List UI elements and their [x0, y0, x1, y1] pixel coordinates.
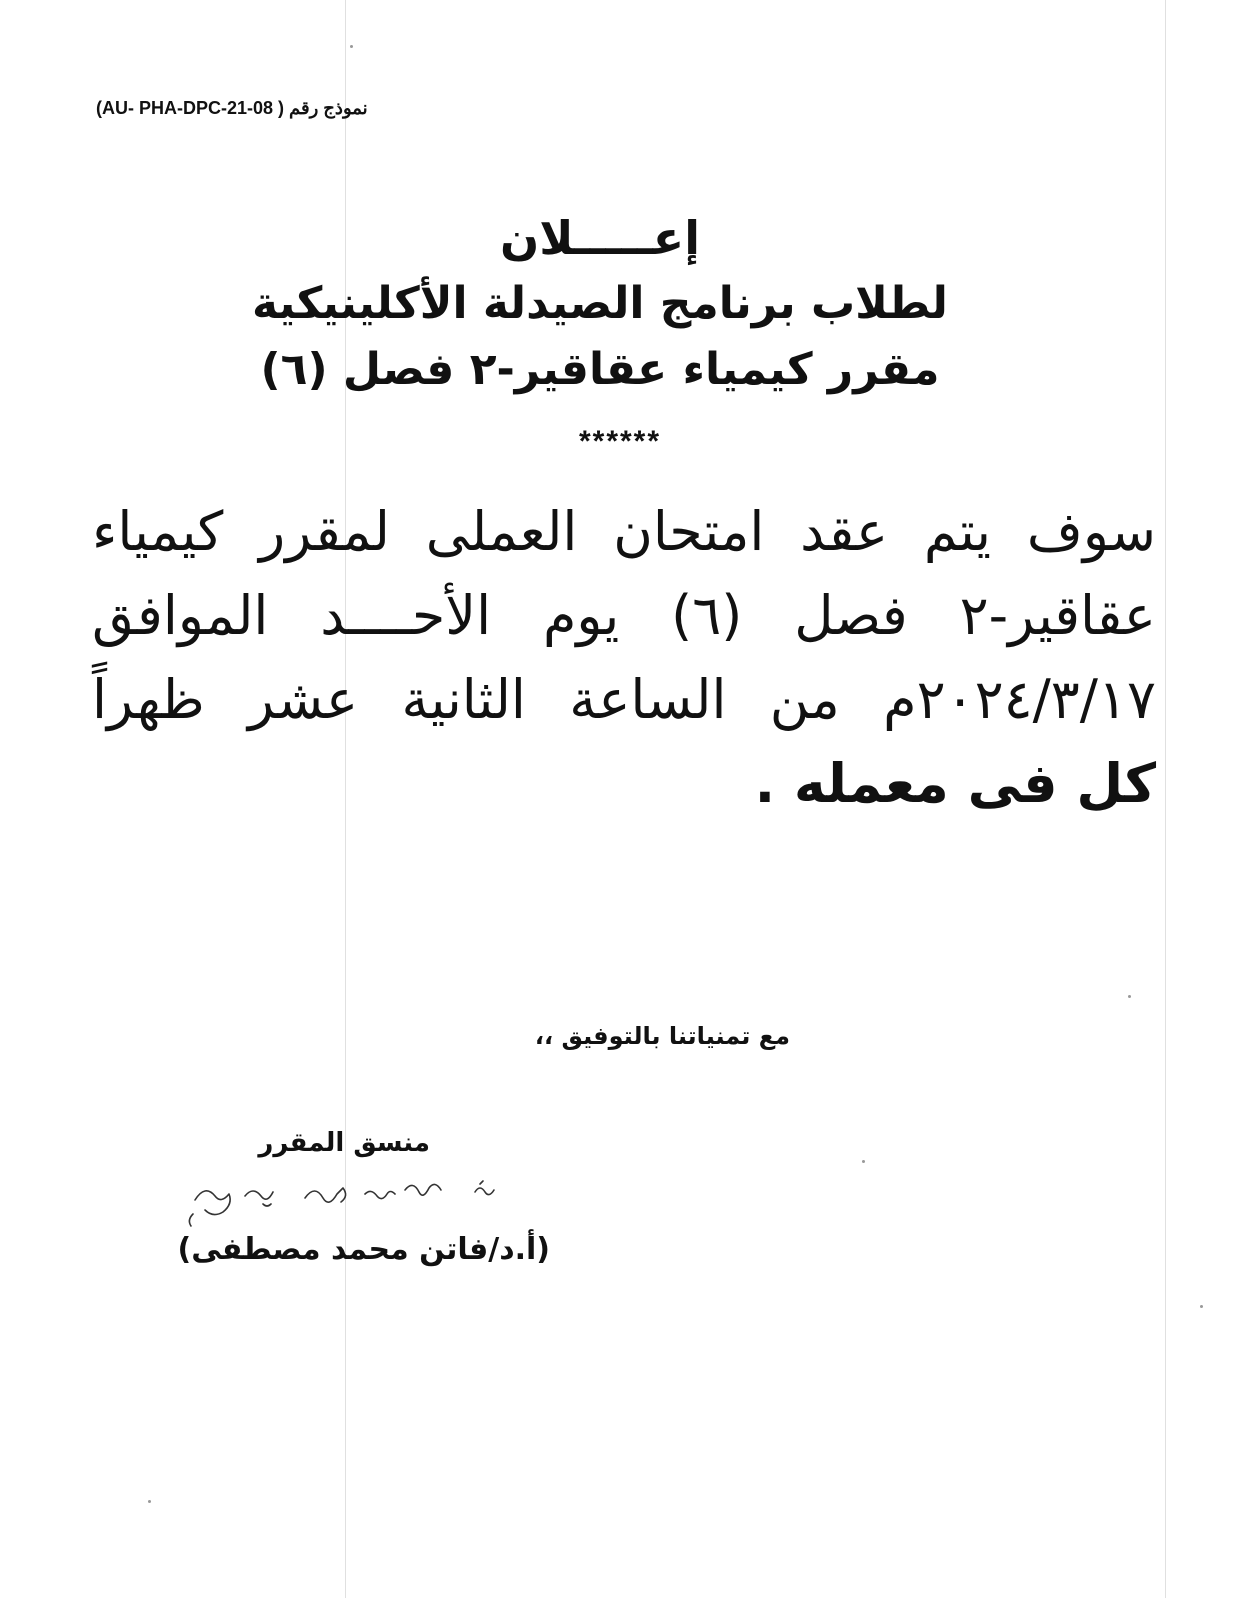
body-line-4: كل فى معمله .: [754, 752, 1156, 815]
announcement-title: [200, 205, 1000, 403]
announcement-body: [92, 490, 1156, 826]
scan-line: [1165, 0, 1166, 1598]
course-line: مقرر كيمياء عقاقير-٢ فصل (٦): [260, 344, 940, 395]
handwritten-signature: [175, 1170, 505, 1230]
scan-speck: [350, 45, 353, 48]
coordinator-name: (أ.د/فاتن محمد مصطفى): [177, 1232, 550, 1267]
body-line-2: عقاقير-٢ فصل (٦) يوم الأحــــد الموافق: [92, 584, 1157, 647]
body-line-3: ٢٠٢٤/٣/١٧م من الساعة الثانية عشر ظهراً: [92, 668, 1156, 731]
form-number: نموذج رقم ( AU- PHA-DPC-21-08): [96, 98, 368, 118]
audience-line: لطلاب برنامج الصيدلة الأكلينيكية: [252, 278, 948, 329]
announcement-heading: إعـــــلان: [500, 211, 700, 265]
scan-speck: [1128, 995, 1131, 998]
scan-speck: [1200, 1305, 1203, 1308]
scan-speck: [862, 1160, 865, 1163]
closing-wishes: مع تمنياتنا بالتوفيق ،،: [534, 1022, 790, 1050]
scan-speck: [148, 1500, 151, 1503]
separator-stars: ******: [578, 425, 662, 458]
coordinator-title: منسق المقرر: [258, 1128, 430, 1158]
body-line-1: سوف يتم عقد امتحان العملى لمقرر كيمياء: [92, 500, 1156, 563]
